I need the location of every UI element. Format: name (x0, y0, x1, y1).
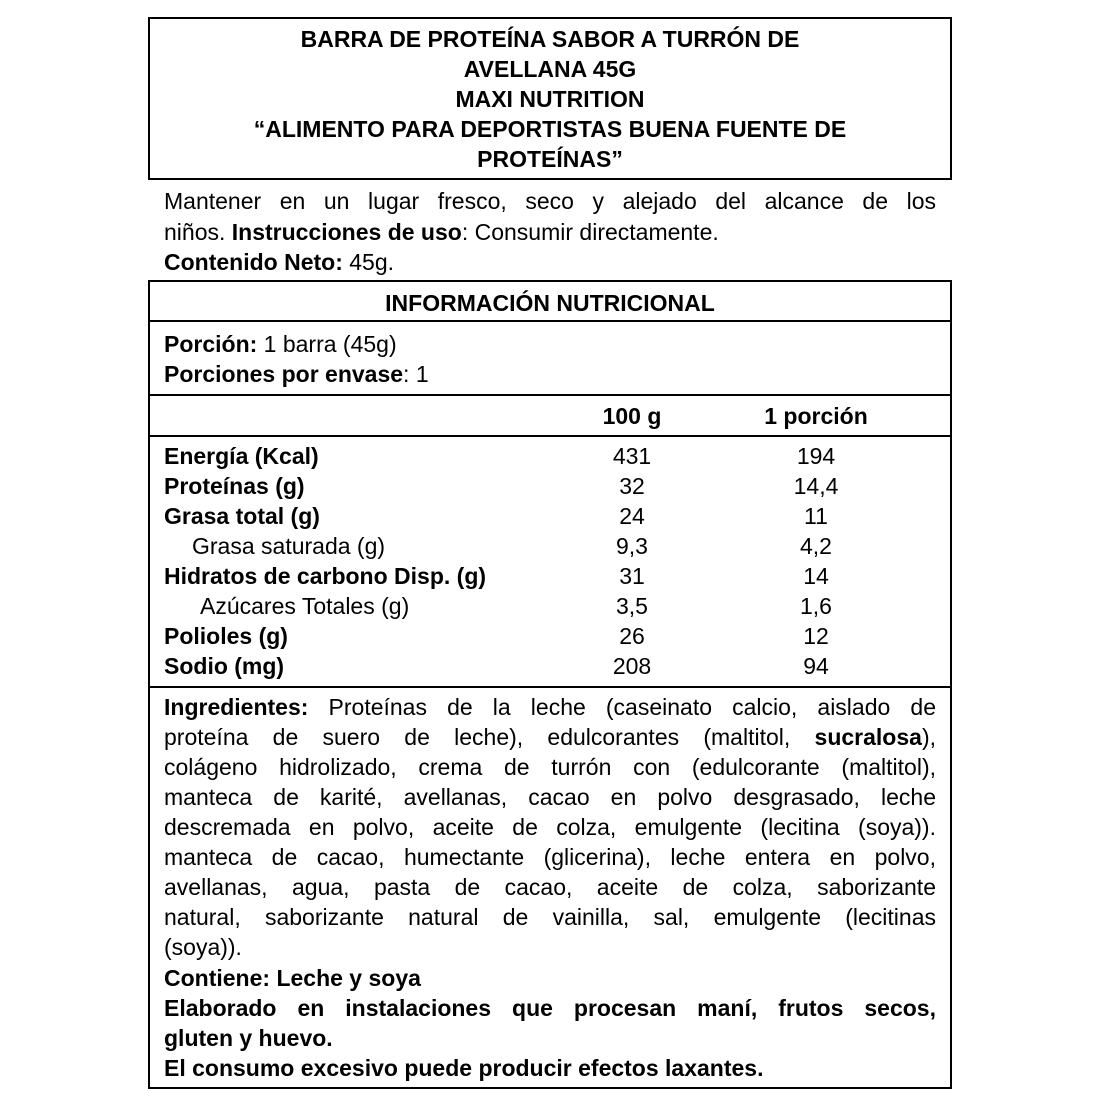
portions-per-package (164, 359, 429, 389)
ingredients-text: proteína de suero de leche), edulcorantes (maltitol, (164, 724, 791, 750)
ingredients-line-9: (soya)). (164, 934, 242, 960)
row-value-portion: 194 (796, 443, 836, 469)
row-value-portion: 94 (803, 653, 829, 679)
ingredients-text: ), (921, 724, 937, 750)
ingredients-line-1 (164, 692, 936, 722)
allergen-contains: Contiene: Leche y soya (164, 965, 421, 991)
usage-text: : Consumir directamente. (461, 219, 719, 245)
storage-text: niños. (164, 219, 226, 245)
row-value-portion: 4,2 (800, 533, 832, 559)
portions-label: Porciones por envase (164, 361, 404, 387)
row-value-100g: 208 (612, 653, 652, 679)
ingredients-line-4: manteca de karité, avellanas, cacao en polvo desgrasado, leche (164, 784, 936, 810)
divider (148, 435, 952, 437)
row-value-100g: 9,3 (616, 533, 648, 559)
ingredients-text: Proteínas de la leche (caseinato calcio, aislado de (308, 694, 936, 720)
row-name: Azúcares Totales (g) (200, 593, 410, 619)
row-name: Hidratos de carbono Disp. (g) (164, 563, 487, 589)
ingredients-line-5: descremada en polvo, aceite de colza, emulgente (lecitina (soya)). (164, 814, 936, 840)
ingredients-line-8: natural, saborizante natural de vainilla, sal, emulgente (lecitinas (164, 904, 936, 930)
nutrition-title: INFORMACIÓN NUTRICIONAL (385, 290, 715, 316)
net-content-label: Contenido Neto: (164, 249, 343, 275)
header-line-4: “ALIMENTO PARA DEPORTISTAS BUENA FUENTE DE (253, 116, 847, 142)
row-value-100g: 32 (619, 473, 645, 499)
row-value-100g: 31 (619, 563, 645, 589)
product-header (150, 24, 950, 174)
row-name: Grasa total (g) (164, 503, 320, 529)
laxative-warning: El consumo excesivo puede producir efectos laxantes. (164, 1055, 764, 1081)
row-name: Proteínas (g) (164, 473, 305, 499)
column-header-portion: 1 porción (764, 403, 868, 429)
facility-warning-line-2: gluten y huevo. (164, 1025, 333, 1051)
row-value-portion: 12 (803, 623, 829, 649)
portion-size (164, 329, 397, 359)
header-line-1: BARRA DE PROTEÍNA SABOR A TURRÓN DE (300, 26, 800, 52)
divider (148, 686, 952, 688)
portions-value: : 1 (403, 361, 429, 387)
ingredients-line-2 (164, 722, 936, 752)
column-header-100g: 100 g (602, 403, 662, 429)
ingredients-line-6: manteca de cacao, humectante (glicerina), leche entera en polvo, (164, 844, 936, 870)
row-value-portion: 14,4 (793, 473, 839, 499)
row-value-100g: 431 (612, 443, 652, 469)
row-value-portion: 14 (803, 563, 829, 589)
row-value-100g: 3,5 (616, 593, 648, 619)
row-name: Sodio (mg) (164, 653, 285, 679)
header-line-3: MAXI NUTRITION (455, 86, 645, 112)
header-line-5: PROTEÍNAS” (477, 146, 623, 172)
ingredients-label: Ingredientes: (164, 694, 309, 720)
storage-line-1: Mantener en un lugar fresco, seco y alejado del alcance de los (164, 188, 936, 214)
storage-line-2 (164, 217, 719, 247)
portion-value: 1 barra (45g) (257, 331, 397, 357)
allergen-sucralosa: sucralosa (814, 724, 922, 750)
divider (148, 320, 952, 322)
row-name: Grasa saturada (g) (192, 533, 386, 559)
portion-label: Porción: (164, 331, 258, 357)
row-name: Polioles (g) (164, 623, 288, 649)
row-name: Energía (Kcal) (164, 443, 319, 469)
row-value-100g: 26 (619, 623, 645, 649)
facility-warning-line-1: Elaborado en instalaciones que procesan maní, frutos secos, (164, 995, 936, 1021)
divider (148, 394, 952, 396)
ingredients-line-7: avellanas, agua, pasta de cacao, aceite de colza, saborizante (164, 874, 936, 900)
net-content (164, 247, 394, 277)
header-line-2: AVELLANA 45G (463, 56, 637, 82)
row-value-portion: 1,6 (800, 593, 832, 619)
row-value-portion: 11 (804, 503, 828, 529)
net-content-value: 45g. (342, 249, 395, 275)
usage-label: Instrucciones de uso (231, 219, 462, 245)
row-value-100g: 24 (619, 503, 645, 529)
ingredients-line-3: colágeno hidrolizado, crema de turrón con (edulcorante (maltitol), (164, 754, 936, 780)
